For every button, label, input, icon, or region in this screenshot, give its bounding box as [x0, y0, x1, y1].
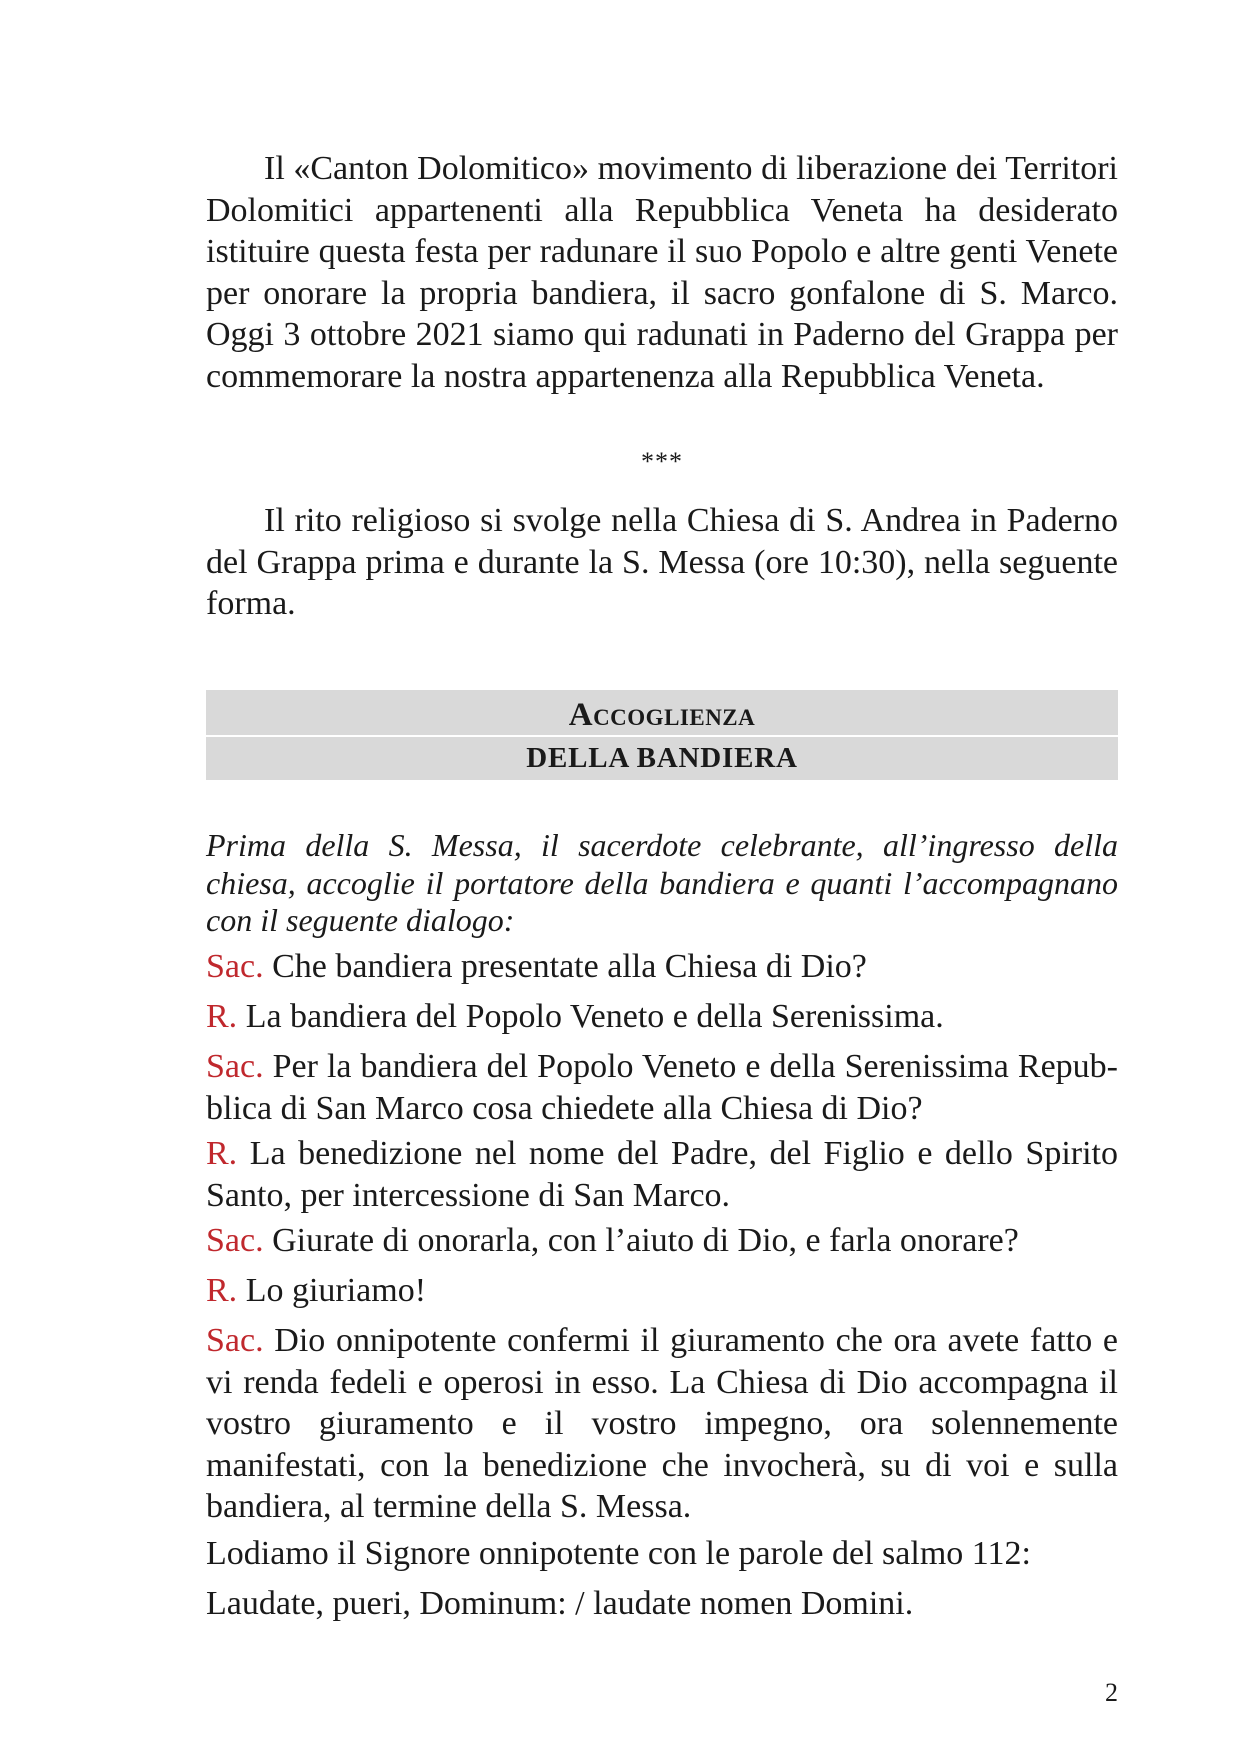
dialogue-text: La bandiera del Popolo Veneto e della Serenissima.: [245, 998, 944, 1035]
speaker-label: R.: [206, 1272, 238, 1309]
dialogue-line: [206, 946, 1118, 988]
section-subtitle: DELLA BANDIERA: [526, 742, 798, 774]
dialogue-text: Dio onnipotente confermi il giuramento che ora avete fatto e vi renda fedeli e operosi in esso. La Chiesa di Dio accompagna il vostro giuramento e il vostro impegno, ora solennemente manifestati, con la benedizione che invocherà, su di voi e sulla bandiera, al termine della S. Messa.: [206, 1322, 1118, 1525]
speaker-label: Sac.: [206, 1322, 264, 1359]
title-divider: [206, 735, 1118, 737]
dialogue-text: Giurate di onorarla, con l’aiuto di Dio, e farla onorare?: [272, 1222, 1019, 1259]
dialogue-line: [206, 996, 1118, 1038]
dialogue-text: Che bandiera presentate alla Chiesa di Dio?: [272, 948, 867, 985]
section-title: Accoglienza: [568, 697, 756, 733]
closing-line: Lodiamo il Signore onnipotente con le parole del salmo 112:: [206, 1535, 1031, 1572]
rite-paragraph: Il rito religioso si svolge nella Chiesa di S. Andrea in Paderno del Grappa prima e durante la S. Messa (ore 10:30), nella seguente forma.: [206, 502, 1118, 622]
psalm-line: Laudate, pueri, Dominum: / laudate nomen Domini.: [206, 1585, 914, 1622]
section-title-band: [206, 690, 1118, 780]
dialogue-line: [206, 1133, 1118, 1216]
dialogue-line: [206, 1046, 1118, 1129]
dialogue-text: Per la bandiera del Popolo Veneto e della Serenissima Repubblica di San Marco cosa chiedete alla Chiesa di Dio?: [206, 1048, 1118, 1127]
speaker-label: Sac.: [206, 1222, 264, 1259]
dialogue-text: La benedizione nel nome del Padre, del Figlio e dello Spirito Santo, per intercessione di San Marco.: [206, 1135, 1119, 1214]
speaker-label: R.: [206, 1135, 238, 1172]
intro-paragraph: Il «Canton Dolomitico» movimento di liberazione dei Territori Dolomitici appartenenti alla Repubblica Veneta ha desiderato istituire questa festa per radunare il suo Popolo e altre genti Venete per onorare la propria bandiera, il sacro gonfalone di S. Marco. Oggi 3 ottobre 2021 siamo qui radunati in Paderno del Grappa per commemorare la nostra appartenenza alla Repubblica Veneta.: [206, 150, 1118, 395]
dialogue-line: [206, 1320, 1118, 1528]
dialogue-line: [206, 1270, 1118, 1312]
page-number: 2: [1105, 1678, 1118, 1707]
section-separator: ***: [641, 447, 683, 476]
rubric-text: Prima della S. Messa, il sacerdote celebrante, all’ingresso della chiesa, accoglie il portatore della bandiera e quanti l’accompagnano con il seguente dialogo:: [206, 827, 1118, 938]
dialogue-text: Lo giuriamo!: [245, 1272, 427, 1309]
speaker-label: Sac.: [206, 1048, 264, 1085]
speaker-label: Sac.: [206, 948, 264, 985]
dialogue-line: [206, 1220, 1118, 1262]
speaker-label: R.: [206, 998, 238, 1035]
